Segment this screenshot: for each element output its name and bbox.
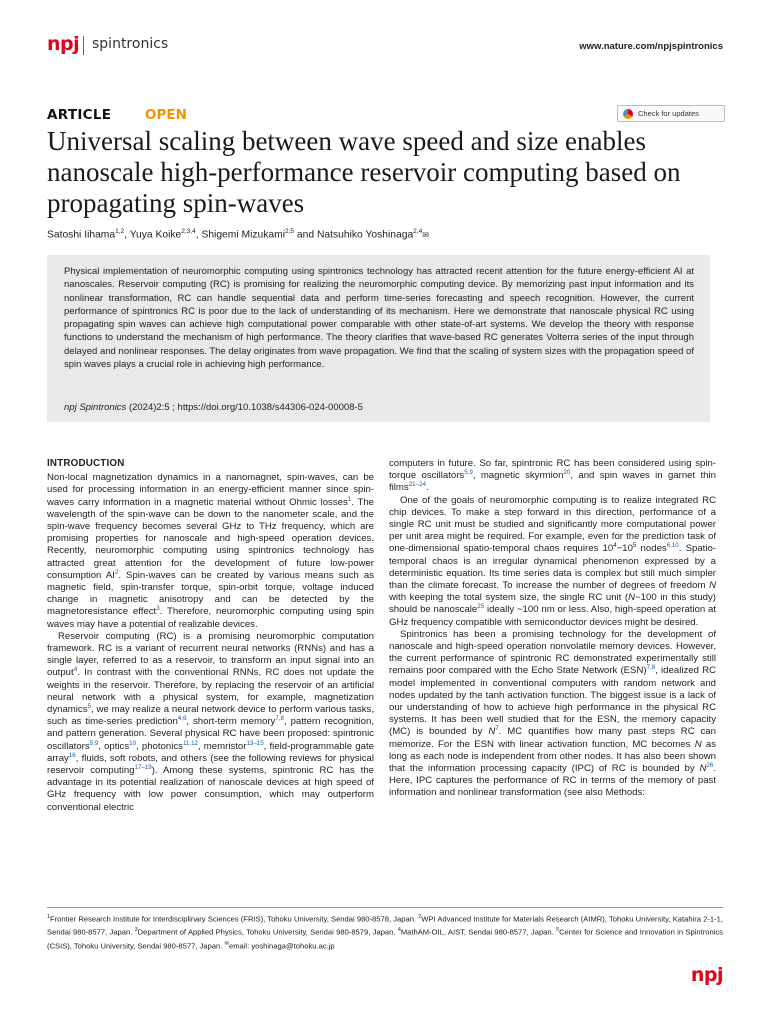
author-name[interactable]: Yuya Koike xyxy=(129,229,182,241)
journal-url[interactable]: www.nature.com/npjspintronics xyxy=(579,41,723,52)
citation-doi[interactable]: (2024)2:5 ; https://doi.org/10.1038/s44306-024-00008-5 xyxy=(126,402,363,413)
journal-name[interactable]: spintronics xyxy=(92,36,169,52)
npj-logo[interactable]: npj xyxy=(47,33,80,55)
section-heading: INTRODUCTION xyxy=(47,458,125,469)
body-paragraph: computers in future. So far, spintronic RC has been considered using spin-torque oscillators$^{5,9}$, magnetic skyrmion$^{20}$, and spin waves in garnet thin films$^{21-24}$. xyxy=(389,458,716,494)
email-envelope-icon[interactable]: ✉ xyxy=(422,230,429,240)
author-affiliation: 1,2 xyxy=(115,228,125,235)
crossmark-icon xyxy=(623,109,633,119)
body-paragraph: Non-local magnetization dynamics in a nanomagnet, spin-waves, can be used for processing information in an energy-efficient manner since spin-waves carry information in a magnetic material without Ohmic losses$^1$. The wavelength of the spin-wave can be down to the nanometer scale, and the spin-wave frequency becomes several GHz to THz frequency, which are promising properties for nanoscale and high-speed operation devices. Recently, neuromorphic computing using spintronics technology has attracted great attention for the development of future low-power consumption $AI^2$. Spin-waves can be created by various means such as magnetic field, spin-transfer torque, spin-orbit torque, voltage induced change in magnetic anisotropy and can be detected by the magnetoresistance effect$^3$. Therefore, neuromorphic computing using spin waves may have a potential of realizable devices. xyxy=(47,472,374,630)
footer-npj-logo: npj xyxy=(690,964,723,986)
check-for-updates-button[interactable] xyxy=(617,105,725,122)
affiliations-footnote: $^1$Frontier Research Institute for Interdisciplinary Sciences (FRIS), Tohoku University, Sendai 980-8578, Japan. $^2$WPI Advanced Institute for Materials Research (AIMR), Tohoku University, Katahira 2-1-1, Sendai 980-8577, Japan. $^3$Department of Applied Physics, Tohoku University, Sendai 980-8579, Japan. $^4$MathAM-OIL, AIST, Sendai 980-8577, Japan. $^5$Center for Science and Innovation in Spintronics (CSIS), Tohoku University, Sendai 980-8577, Japan. ✉email: yoshinaga@tohoku.ac.jp xyxy=(47,914,723,951)
body-paragraph: One of the goals of neuromorphic computing is to realize integrated RC chip devices. To make a step forward in this direction, performance of a single RC unit must be studied and significantly more computational power per unit area might be required. For example, even for the prediction task of one-dimensional spatio-temporal chaos requires $10^4-10^5$ nodes$^{6,10}$. Spatio-temporal chaos is an irregular dynamical phenomenon expressed by a deterministic equation. Its time series data is complex but still much simpler than the climate forecast. To increase the number of degrees of freedom N with keeping the total system size, the single RC unit (N~100 in this study) should be nanoscale$^{25}$ ideally ~100 nm or less. Also, high-speed operation at GHz frequency compatible with semiconductor devices might be desired. xyxy=(389,494,716,628)
article-type-label: ARTICLE xyxy=(47,107,112,123)
author-name[interactable]: Satoshi Iihama xyxy=(47,229,116,241)
body-column-right xyxy=(389,458,716,800)
body-paragraph: Spintronics has been a promising technology for the development of nanoscale and high-speed operation nonvolatile memory devices. However, the current performance of spintronic RC demonstrated experimentally still remains poor compared with the Echo State Network (ESN)$^{7,8}$, idealized RC model implemented in conventional computers with random network and nodes updated by the tanh activation function. The biggest issue is a lack of our understanding of how to achieve high performance in the physical RC systems. It has been well studied that for the ESN, the memory capacity (MC) is bounded by $N^7$. MC quantifies how many past steps RC can memorize. For the ESN with linear activation function, MC becomes N as long as each node is independent from other nodes. It has also been shown that the information processing capacity (IPC) of RC is bounded by $N^{26}$. Here, IPC captures the performance of RC in terms of the memory of past information and nonlinear transformation (see also Methods: xyxy=(389,628,716,799)
logo-divider xyxy=(83,36,84,55)
author-conjunction: and xyxy=(296,229,315,241)
article-type-row xyxy=(47,107,723,127)
abstract-box xyxy=(47,255,710,422)
author-affiliation: 2,4 xyxy=(413,228,423,235)
citation-line xyxy=(64,402,363,413)
article-title: Universal scaling between wave speed and size enables nanoscale high-performance reservoir computing based on propagating spin-waves xyxy=(47,126,681,218)
body-paragraph: Reservoir computing (RC) is a promising neuromorphic computation framework. RC is a variant of recurrent neural networks (RNNs) and has a single layer, referred to as a reservoir, to transform an input signal into an output$^4$. In contrast with the conventional RNNs, RC does not update the weights in the reservoir. Therefore, by replacing the reservoir of an artificial neural network with a physical system, for example, magnetization dynamics$^5$, we may realize a neural network device to perform various tasks, such as time-series prediction$^{4,6}$, short-term memory$^{7,8}$, pattern recognition, and pattern generation. Several physical RC have been proposed: spintronic oscillators$^{5,9}$, optics$^{10}$, photonics$^{11,12}$, memristor$^{13-15}$, field-programmable gate array$^{16}$, fluids, soft robots, and others (see the following reviews for physical reservoir computing$^{17-19}$). Among these systems, spintronic RC has the advantage in its potential realization of nanoscale devices at high speed of GHz frequency with low power consumption, which may outperform conventional electric xyxy=(47,630,375,813)
journal-header xyxy=(47,33,723,61)
author-name[interactable]: Shigemi Mizukami xyxy=(201,229,285,241)
author-affiliation: 2,3,4 xyxy=(181,228,196,235)
citation-journal: npj Spintronics xyxy=(64,402,127,413)
body-column-left xyxy=(47,458,374,814)
author-name[interactable]: Natsuhiko Yoshinaga xyxy=(316,229,414,241)
author-affiliation: 2,5 xyxy=(285,228,295,235)
open-access-label: OPEN xyxy=(145,107,187,123)
corresponding-email[interactable]: email: yoshinaga@tohoku.ac.jp xyxy=(228,941,335,951)
check-for-updates-label: Check for updates xyxy=(638,109,699,118)
abstract-text: Physical implementation of neuromorphic computing using spintronics technology has attracted recent attention for the future energy-efficient AI at nanoscales. Reservoir computing (RC) is promising for realizing the neuromorphic computing device. By memorizing past input information and its nonlinear transformation, RC can handle sequential data and perform time-series forecasting and speech recognition. However, the current performance of spintronics RC is poor due to the lack of understanding of its mechanism. Here we demonstrate that nanoscale physical RC using propagating spin waves can achieve high computational power comparable with other state-of-art systems. We develop the theory with response functions to understand the mechanism of high performance. The theory clarifies that wave-based RC generates Volterra series of the input through delayed and nonlinear responses. The delay originates from wave propagation. We find that the scaling of system sizes with the propagation speed of spin waves plays a crucial role in achieving high performance. xyxy=(64,266,694,371)
author-list: Satoshi Iihama$^{1,2}$, Yuya Koike$^{2,3,4}$, Shigemi Mizukami$^{2,5}$ and Natsuhiko Yoshinaga$^{2,4}$✉ xyxy=(47,228,429,241)
footnote-divider xyxy=(47,907,723,908)
